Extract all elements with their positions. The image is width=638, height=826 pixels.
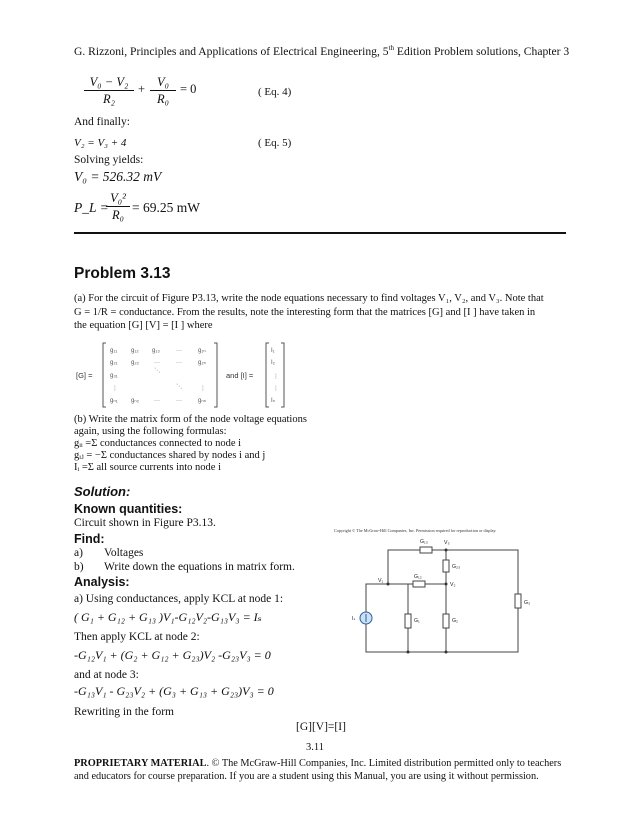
- label-g23: G₂₃: [452, 564, 461, 570]
- find-heading: Find:: [74, 532, 105, 546]
- eq4-fraction-2: [150, 74, 176, 107]
- v0-result: V₀ = 526.32 mV: [74, 169, 162, 184]
- label-g12: G₁₂: [414, 574, 422, 580]
- matrix-svg: [76, 340, 306, 410]
- vector-cell: I₁: [271, 348, 275, 354]
- known-quantities-text: Circuit shown in Figure P3.13.: [74, 517, 216, 529]
- part-b-line-4: gᵢⱼ = −Σ conductances shared by nodes i and j: [74, 450, 266, 461]
- part-b-line-3: gᵢᵢ =Σ conductances connected to node i: [74, 438, 242, 449]
- find-item-a-text: Voltages: [104, 547, 144, 559]
- matrix-left-bracket: [103, 343, 106, 407]
- header-sup: th: [388, 44, 395, 52]
- solving-yields-text: Solving yields:: [74, 154, 144, 166]
- label-g13: G₁₃: [420, 539, 428, 545]
- problem-title: Problem 3.13: [74, 265, 171, 282]
- part-b-line-1: (b) Write the matrix form of the node voltage equations: [74, 414, 307, 425]
- circuit-resistors: [405, 547, 521, 628]
- label-v2: V₂: [450, 582, 456, 588]
- pl-lhs: P_L =: [74, 200, 109, 215]
- matrix-cell: ···: [176, 348, 182, 354]
- part-a-line-1: (a) For the circuit of Figure P3.13, write the node equations necessary to find voltages V₁, V₂, and V₃. Note that: [74, 293, 544, 304]
- eq4-plus: +: [138, 82, 146, 96]
- matrix-figure: [76, 340, 306, 410]
- section-divider: [74, 232, 566, 234]
- footer: [74, 757, 568, 783]
- label-v1: V₁: [378, 578, 384, 584]
- part-a-line-2: G = 1/R = conductance. From the results, note the interesting form that the matrices [G] and [I ] have taken in: [74, 306, 536, 318]
- vector-cell: ⋮: [273, 386, 279, 392]
- header-text: G. Rizzoni, Principles and Applications of Electrical Engineering, 5: [74, 44, 389, 58]
- node2-intro: Then apply KCL at node 2:: [74, 631, 200, 643]
- node3-equation: -G₁₃V₁ - G₂₃V₂ + (G₃ + G₁₃ + G₂₃)V₃ = 0: [74, 684, 274, 698]
- known-quantities-heading: Known quantities:: [74, 502, 183, 516]
- matrix-cell: ···: [154, 398, 160, 404]
- page-number: 3.11: [306, 742, 324, 753]
- label-g1: G₁: [414, 618, 420, 624]
- circuit-copyright: Copyright © The McGraw-Hill Companies, Inc. Permission required for reproduction or display.: [334, 528, 497, 533]
- matrix-form: [G][V]=[I]: [296, 721, 346, 733]
- node1-equation: ( G₁ + G₁₂ + G₁₃ )V₁-G₁₂V₂-G₁₃V₃ = Iₛ: [74, 610, 262, 624]
- matrix-cell: ···: [176, 398, 182, 404]
- eq4-den2: R₀: [157, 92, 169, 106]
- matrix-cell: g₂₂: [131, 360, 139, 366]
- label-v3: V₃: [444, 540, 450, 546]
- eq5-text: V₂ = V₃ + 4: [74, 137, 127, 149]
- matrix-cell: g₃₁: [110, 373, 118, 379]
- matrix-cells: [110, 348, 207, 404]
- label-is: Iₛ: [352, 616, 356, 622]
- problem-part-b: [74, 414, 307, 474]
- part-b-line-5: Iᵢ =Σ all source currents into node i: [74, 462, 221, 473]
- eq5-label: ( Eq. 5): [258, 137, 292, 149]
- matrix-cell: ···: [176, 360, 182, 366]
- matrix-cell: ⋱: [176, 384, 182, 390]
- matrix-cell: gₙ₁: [110, 398, 118, 404]
- vector-right-bracket: [281, 343, 284, 407]
- circuit-wires: [366, 550, 518, 652]
- matrix-cell: ⋮: [200, 386, 206, 392]
- pl-den: R₀: [112, 208, 124, 222]
- matrix-cell: g₂₁: [110, 360, 118, 366]
- pl-num: V₀²: [106, 190, 130, 207]
- pl-fraction: [106, 190, 130, 223]
- find-item-b-marker: b): [74, 561, 84, 573]
- eq4-den1: R₂: [103, 92, 115, 106]
- vector-cell: I₂: [271, 360, 275, 366]
- vector-cells: [271, 348, 279, 404]
- matrix-cell: ⋮: [112, 386, 118, 392]
- matrix-cell: g₁₃: [152, 348, 160, 354]
- matrix-cell: g₁ₙ: [198, 348, 206, 354]
- eq4-fraction-1: [84, 74, 134, 107]
- node1-intro: a) Using conductances, apply KCL at node 1:: [74, 593, 284, 605]
- matrix-cell: g₁₂: [131, 348, 139, 354]
- matrix-cell: g₂ₙ: [198, 360, 207, 366]
- eq4-label: ( Eq. 4): [258, 86, 292, 98]
- footer-text: . © The McGraw-Hill Companies, Inc. Limited distribution permitted only to teachers and educators for course preparation. If you are a student using this Manual, you are using it without permission.: [74, 758, 562, 782]
- eq4-rhs: = 0: [180, 82, 197, 96]
- and-finally-text: And finally:: [74, 116, 130, 128]
- matrix-cell: ⋱: [154, 368, 160, 374]
- matrix-right-bracket: [214, 343, 217, 407]
- problem-part-a: [74, 292, 544, 333]
- vector-cell: Iₙ: [271, 398, 276, 404]
- header-text-2: Edition Problem solutions, Chapter 3: [394, 44, 570, 58]
- label-g2: G₂: [452, 618, 459, 624]
- part-a-line-3: the equation [G] [V] = [I ] where: [74, 320, 213, 331]
- matrix-cell: gₙₙ: [198, 398, 207, 404]
- matrix-cell: gₙ₂: [131, 398, 140, 404]
- eq4-num1: V₀ − V₂: [84, 74, 134, 91]
- matrix-cell: g₁₁: [110, 348, 118, 354]
- find-item-b-text: Write down the equations in matrix form.: [104, 561, 295, 573]
- matrix-i-label: and [I] =: [226, 371, 254, 380]
- circuit-nodes: [387, 549, 448, 654]
- vector-cell: ⋮: [273, 374, 279, 380]
- solution-heading: Solution:: [74, 484, 131, 499]
- node3-intro: and at node 3:: [74, 669, 139, 681]
- label-g3: G₃: [524, 600, 531, 606]
- rewriting-text: Rewriting in the form: [74, 706, 174, 718]
- circuit-figure: [328, 524, 568, 668]
- matrix-cell: ···: [154, 360, 160, 366]
- footer-bold: PROPRIETARY MATERIAL: [74, 758, 207, 769]
- analysis-heading: Analysis:: [74, 575, 130, 589]
- matrix-g-label: [G] =: [76, 371, 93, 380]
- vector-left-bracket: [266, 343, 269, 407]
- circuit-svg: [328, 524, 568, 668]
- find-item-a-marker: a): [74, 547, 83, 559]
- part-b-line-2: again, using the following formulas:: [74, 426, 227, 437]
- node2-equation: -G₁₂V₁ + (G₂ + G₁₂ + G₂₃)V₂ -G₂₃V₃ = 0: [74, 648, 271, 662]
- pl-rhs: = 69.25 mW: [132, 200, 200, 215]
- eq4-num2: V₀: [150, 74, 176, 91]
- page-header: [74, 44, 569, 58]
